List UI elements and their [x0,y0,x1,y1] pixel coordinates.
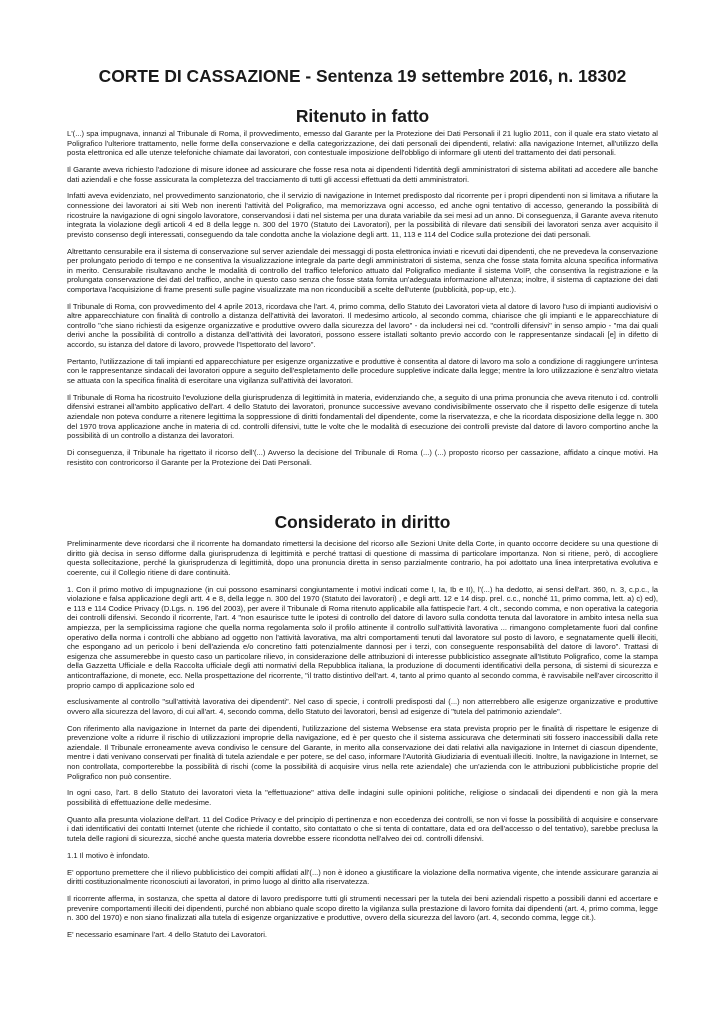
paragraph: Il Tribunale di Roma, con provvedimento del 4 aprile 2013, ricordava che l'art. 4, primo comma, dello Statuto dei Lavoratori vieta al datore di lavoro l'uso di impianti audiovisivi o altre apparecchiature con finalità di controllo a distanza dell'attività dei lavoratori. Il medesimo articolo, al secondo comma, chiarisce che gli impianti e le apparecchiature di controllo "che siano richiesti da esigenze organizzative e produttive ovvero dalla sicurezza del lavoro" - da includersi nei cd. "controlli difensivi" in senso ampio - "ma dai quali derivi anche la possibilità di controllo a distanza dell'attività dei lavoratori, possono essere istallati soltanto previo accordo con le rappresentanze sindacali [e] in difetto di accordo, su istanza del datore di lavoro, provvede l'Ispettorato del lavoro". [67,301,658,350]
paragraph: In ogni caso, l'art. 8 dello Statuto dei lavoratori vieta la "effettuazione" attiva delle indagini sulle opinioni politiche, religiose o sindacali dei dipendenti e non già la mera possibilità di effettuazione delle medesime. [67,788,658,807]
paragraph: Quanto alla presunta violazione dell'art. 11 del Codice Privacy e del principio di pertinenza e non eccedenza dei controlli, se non vi fosse la possibilità di acquisire e conservare i dati identificativi dei contatti Internet (utente che richiede il contatto, sito contattato o che si tenta di contattare, data ed ora dell'accesso o del tentativo), sarebbe preclusa la tutela delle ragioni di sicurezza, sicché anche questa materia dovrebbe essere ricondotta nell'alveo dei cd. controlli difensivi. [67,814,658,843]
section-body-fatto [67,129,658,474]
paragraph: Preliminarmente deve ricordarsi che il ricorrente ha domandato rimettersi la decisione del ricorso alle Sezioni Unite della Corte, in quanto occorre decidere su una questione di diritto già decisa in senso difforme dalla giurisprudenza di legittimità e perché trattasi di questione di massima di particolare importanza. Non si ritiene, però, di accogliere questa sollecitazione, perché la giurisprudenza di legittimità, dopo una pronuncia diretta in senso parzialmente contrario, ha poi adottato una linea interpretativa evolutiva e coerente, cui il Collegio ritiene di dare continuità. [67,539,658,577]
paragraph: Altrettanto censurabile era il sistema di conservazione sul server aziendale dei messaggi di posta elettronica inviati e ricevuti dai dipendenti, che ne prevedeva la conservazione per prolungato periodo di tempo e ne consentiva la visualizzazione integrale da parte degli amministratori di sistema, senza che fosse stata fornita alcuna specifica informativa in merito. Censurabile risultavano anche le modalità di controllo del traffico telefonico attuato dal Poligrafico mediante il sistema VoIP, che consentiva la registrazione e la prolungata conservazione dei dati del traffico, anche in questo caso senza che fosse stata fornita un'adeguata informazione all'utenza; inoltre, il sistema di captazione dei dati comportava l'acquisizione di frame presenti sulle pagine visualizzate ma non riconducibili a scelte dell'utente (pubblicità, pop-up, etc.). [67,246,658,294]
paragraph: Di conseguenza, il Tribunale ha rigettato il ricorso dell'(...) Avverso la decisione del Tribunale di Roma (...) (...) proposto ricorso per cassazione, affidato a cinque motivi. Ha resistito con controricorso il Garante per la Protezione dei Dati Personali. [67,447,658,467]
section-body-diritto [67,539,658,947]
paragraph: Infatti aveva evidenziato, nel provvedimento sanzionatorio, che il servizio di navigazione in Internet predisposto dal ricorrente per i propri dipendenti non si limitava a rifiutare la connessione dei lavoratori ai siti Web non inerenti l'attività del Poligrafico, ma memorizzava ogni accesso, ed anche ogni tentativo di accesso, generando la possibilità di ricostruire la navigazione di ogni singolo lavoratore, conservandosi i dati nel sistema per una durata variabile da sei mesi ad un anno. Di conseguenza, il Garante aveva ritenuto integrata la violazione degli articoli 4 ed 8 della legge n. 300 del 1970 (Statuto dei Lavoratori), per la possibilità di rilevare dati sensibili dei lavoratori senza aver acquisito il previsto consenso degli interessati, conseguendo da tale condotta anche la violazione degli artt. 11, 113 e 114 del Codice sulla protezione dei dati personali. [67,191,658,239]
paragraph: 1.1 Il motivo è infondato. [67,850,150,860]
paragraph: Il Garante aveva richiesto l'adozione di misure idonee ad assicurare che fosse resa nota ai dipendenti l'identità degli amministratori di sistema abilitati ad accedere alle banche dati aziendali e che fosse assicurata la completezza del tracciamento di tutti gli accessi effettuati da detti amministratori. [67,164,658,184]
document-title: CORTE DI CASSAZIONE - Sentenza 19 settembre 2016, n. 18302 [98,66,627,86]
paragraph: E' opportuno premettere che il rilievo pubblicistico dei compiti affidati all'(...) non è idoneo a giustificare la violazione della normativa vigente, che intende assicurare garanzia ai diritti costituzionalmente riconosciuti ai lavoratori, in primo luogo al diritto alla riservatezza. [67,867,658,887]
section-heading-fatto: Ritenuto in fatto [295,106,430,126]
paragraph: 1. Con il primo motivo di impugnazione (in cui possono esaminarsi congiuntamente i motivi indicati come I, Ia, Ib e II), l'(...) ha dedotto, ai sensi dell'art. 360, n. 3, c.p.c., la violazione e falsa applicazione degli artt. 4 e 8, della legge n. 300 del 1970 (Statuto dei lavoratori) , e degli artt. 12 e 14 disp. prel. c.c., nonché 11, primo comma, lett. a) c) ed), e 113 e 114 Codice Privacy (D.Lgs. n. 196 del 2003), per avere il Tribunale di Roma ritenuto applicabile alla fattispecie l'art. 4 clt., secondo comma, e non operativa la categoria dei controlli difensivi. Secondo il ricorrente, l'art. 4 "non esaurisce tutte le ipotesi di controllo del datore di lavoro sulla condotta tenuta dal lavoratore in ambito intesa nella sua ampiezza, per la semplicissima ragione che quella norma regolamenta solo il profilo attinente il controllo sull'attività lavorativa ... rimangono completamente fuori dal confine operativo della norma i controlli che abbiano ad oggetto non l'attività lavorativa, ma altri comportamenti tenuti dal lavoratore sul posto di lavoro, e segnatamente quelli illeciti, che espongano ad un pericolo i beni dell'azienda e/o concretino fatti potenzialmente dannosi per i terzi, con conseguente responsabilità del datore di lavoro". Trattasi di esigenza che assumerebbe in questo caso un particolare rilievo, in considerazione delle attribuzioni di interesse pubblicistico assegnate all'Istituto Poligrafico, come la stampa della Gazzetta Ufficiale e della Raccolta ufficiale degli atti normativi della Repubblica italiana, la produzione di documenti identificativi della persona, di sistemi di sicurezza e anticontraffazione, di monete, ecc. Nella prospettazione del ricorrente, "il tratto distintivo dell'art. 4, tanto al primo quanto al secondo comma, è ravvisabile nell'aver circoscritto il proprio campo di applicazione solo ed [67,584,658,690]
paragraph: Il ricorrente afferma, in sostanza, che spetta al datore di lavoro predisporre tutti gli strumenti necessari per la tutela dei beni aziendali rispetto a possibili danni ed accertare e prevenire comportamenti illeciti dei dipendenti, purché non abbiano quale scopo diretto la vigilanza sulla prestazione di lavoro fornita dai dipendenti (art. 4, primo comma, legge n. 300 del 1970) e non siano finalizzati alla tutela di esigenze organizzative e produttive, ovvero della sicurezza del lavoro (art. 4, secondo comma, legge cit.). [67,893,658,923]
section-heading-diritto: Considerato in diritto [274,512,451,532]
paragraph: Con riferimento alla navigazione in Internet da parte dei dipendenti, l'utilizzazione del sistema Websense era stata prevista proprio per le finalità di rispettare le esigenze di prevenzione volte a ridurre il rischio di utilizzazioni improprie della navigazione, ed è per questo che il sistema assicurava che determinati siti fossero inaccessibili dalla rete aziendale. Il Tribunale erroneamente aveva condiviso le censure del Garante, in merito alla conservazione dei dati relativi alla navigazione in Internet di ciascun dipendente, mentre i dati venivano conservati per finalità di tutela aziendale e per potere, se del caso, informare l'Autorità Giudiziaria di eventuali illeciti. Inoltre, la navigazione in Internet, se non controllata, comporterebbe la possibilità di rischi (come la possibilità di acquisire virus nella rete aziendale) che un'azienda con le attribuzioni pubblicistiche proprie del Poligrafico non può consentire. [67,723,658,781]
paragraph: L'(...) spa impugnava, innanzi al Tribunale di Roma, il provvedimento, emesso dal Garante per la Protezione dei Dati Personali il 21 luglio 2011, con il quale era stato vietato al Poligrafico l'ulteriore trattamento, nelle forme della conservazione e della categorizzazione, dei dati personali dei dipendenti, relativi: alla navigazione Internet, all'utilizzo della posta elettronica ed alle utenze telefoniche chiamate dai lavoratori, con contestuale imposizione dell'obbligo di informare gli utenti del trattamento dei dati personali. [67,129,658,158]
paragraph: esclusivamente al controllo "sull'attività lavorativa dei dipendenti". Nel caso di specie, i controlli predisposti dal (...) non atterrebbero alle esigenze organizzative e produttive ovvero alla sicurezza del lavoro, di cui all'art. 4, secondo comma, dello Statuto dei lavoratori, bensì ad esigenze di "tutela del patrimonio aziendale". [67,697,658,716]
paragraph: E' necessario esaminare l'art. 4 dello Statuto dei Lavoratori. [67,929,268,939]
paragraph: Pertanto, l'utilizzazione di tali impianti ed apparecchiature per esigenze organizzative e produttive è consentita al datore di lavoro ma solo a condizione di raggiungere un'intesa con le rappresentanze sindacali dei lavoratori oppure a seguito dell'espletamento delle procedure suppletive indicate dalla legge; mentre la loro utilizzazione è senz'altro vietata se attuata con la specifica finalità di esercitare una vigilanza sull'attività dei lavoratori. [67,356,658,385]
paragraph: Il Tribunale di Roma ha ricostruito l'evoluzione della giurisprudenza di legittimità in materia, evidenziando che, a seguito di una prima pronuncia che aveva ritenuto i cd. controlli difensivi estranei all'ambito applicativo dell'art. 4 dello Statuto dei lavoratori, pronunce successive avevano condivisibilmente osservato che il rispetto delle esigenze di tutela aziendale non poteva condurre a ritenere legittima la soppressione di diritti fondamentali del dipendente, come la riservatezza, e che la ricordata disposizione della legge n. 300 del 1970 trova applicazione anche in materia di cd. controlli difensivi, tutte le volte che le modalità di esecuzione dei controlli previste dal datore di lavoro comportino anche la possibilità di un controllo a distanza dei lavoratori. [67,392,658,441]
